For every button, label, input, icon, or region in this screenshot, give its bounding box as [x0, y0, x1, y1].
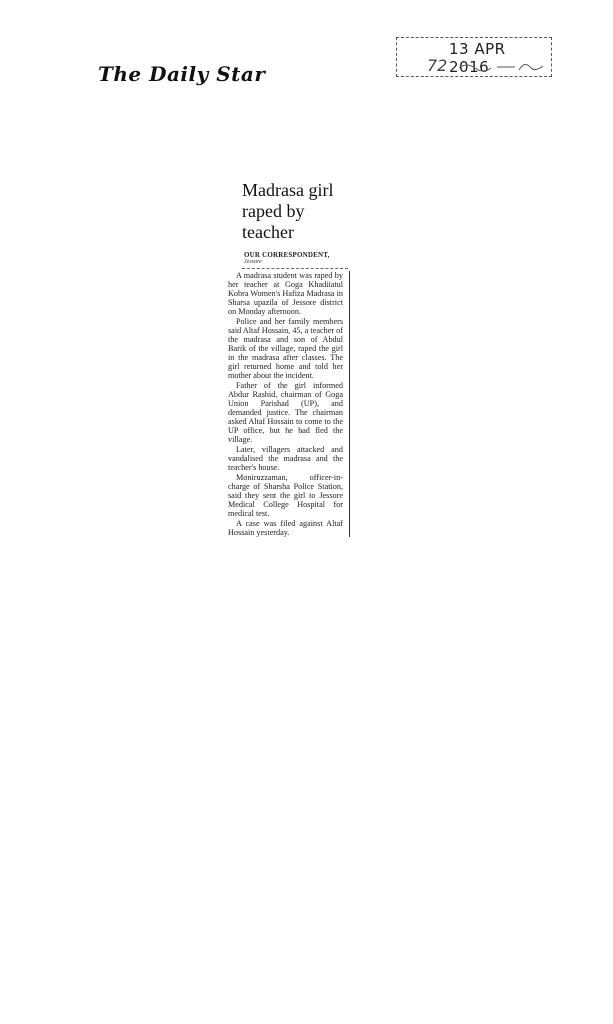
article-paragraph: A case was filed against Altaf Hossain yesterday. — [228, 519, 343, 537]
article-paragraph: A madrasa student was raped by her teacher at Goga Khadiiatul Kobra Women's Hafiza Madrasa in Sharsa upazila of Jessore district on Monday afternoon. — [228, 271, 343, 316]
divider — [242, 268, 348, 269]
article-byline: OUR CORRESPONDENT, — [244, 251, 330, 259]
article-paragraph: Moniruzzaman, officer-in-charge of Sharsha Police Station, said they sent the girl to Jessore Medical College Hospital for medical test. — [228, 473, 343, 518]
headline-line: raped by — [242, 201, 305, 221]
date-stamp — [396, 37, 552, 77]
stamp-number: 72 — [427, 56, 448, 75]
news-article — [228, 180, 350, 538]
article-paragraph: Later, villagers attacked and vandalised the madrasa and the teacher's house. — [228, 445, 343, 472]
stamp-date: 13 APR 2016 — [449, 40, 506, 76]
article-body — [228, 271, 350, 537]
headline-line: teacher — [242, 222, 294, 242]
article-paragraph: Father of the girl informed Abdur Rashid, chairman of Goga Union Parishad (UP), and demanded justice. The chairman asked Altaf Hossain to come to the UP office, but he had fled the village. — [228, 381, 343, 444]
article-headline — [242, 180, 346, 243]
article-dateline: Jessore — [244, 259, 262, 265]
article-paragraph: Police and her family members said Altaf Hossain, 45, a teacher of the madrasa and son of Abdul Barik of the village, raped the girl in the madrasa after classes. The girl returned home and told her mother about the incident. — [228, 317, 343, 380]
signature-scrawl — [457, 58, 547, 74]
headline-line: Madrasa girl — [242, 180, 334, 200]
masthead-logo: The Daily Star — [98, 62, 266, 86]
